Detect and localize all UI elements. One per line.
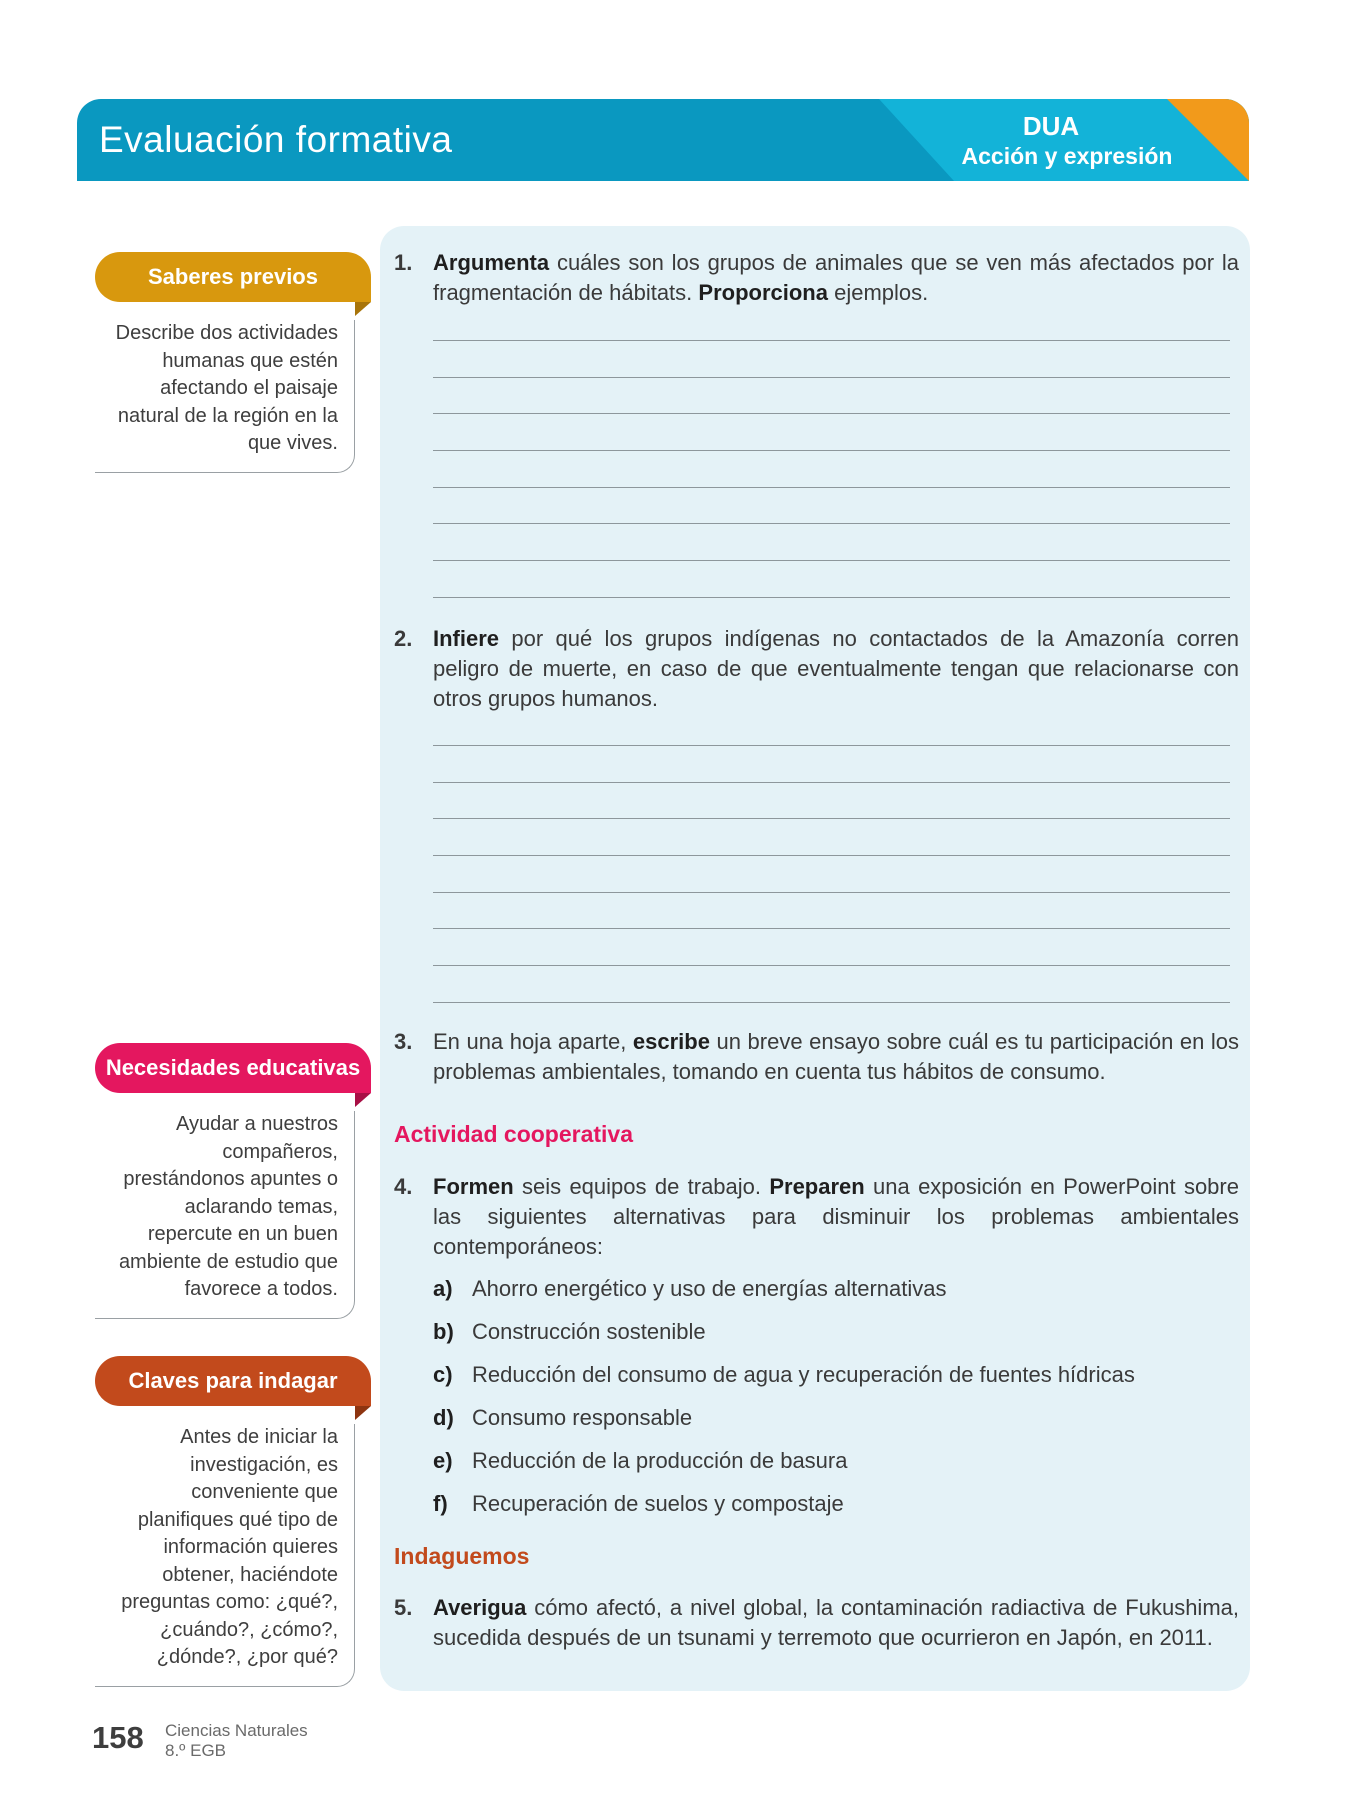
question-verb: Averigua	[433, 1595, 527, 1620]
question-body: una exposición en PowerPoint sobre las siguientes alternativas para disminuir los problemas ambientales contemporáneos:	[433, 1174, 1239, 1259]
option-c	[433, 1360, 1135, 1390]
text-line: afectando el paisaje	[160, 377, 338, 399]
answer-line[interactable]	[433, 745, 1230, 746]
answer-line[interactable]	[433, 523, 1230, 524]
option-e	[433, 1446, 847, 1476]
text-line: Antes de iniciar la	[180, 1426, 338, 1448]
answer-line[interactable]	[433, 965, 1230, 966]
question-1	[394, 248, 1239, 308]
text-line: Ayudar a nuestros	[176, 1113, 338, 1135]
answer-line[interactable]	[433, 928, 1230, 929]
question-body: por qué los grupos indígenas no contactados de la Amazonía corren peligro de muerte, en caso de que eventualmente tengan que relacionarse con otros grupos humanos.	[433, 626, 1239, 711]
text-line: información quieres	[163, 1536, 338, 1558]
question-text	[433, 624, 1239, 714]
option-d	[433, 1403, 692, 1433]
dua-label: DUA	[1022, 111, 1080, 141]
answer-line[interactable]	[433, 450, 1230, 451]
answer-line[interactable]	[433, 487, 1230, 488]
text-line: que vives.	[247, 432, 338, 454]
option-letter: c)	[433, 1362, 453, 1387]
option-b	[433, 1317, 706, 1347]
question-body: cuáles son los grupos de animales que se ven más afectados por la fragmentación de hábitats.	[433, 250, 1239, 305]
answer-line[interactable]	[433, 377, 1230, 378]
saberes-previos-tab: Saberes previos	[95, 252, 371, 302]
claves-para-indagar-tab: Claves para indagar	[95, 1356, 371, 1406]
question-verb: Infiere	[433, 626, 500, 651]
tab-fold	[355, 302, 371, 316]
question-verb: Argumenta	[433, 250, 550, 275]
grade-level: 8.º EGB	[165, 1741, 227, 1760]
question-text	[433, 1172, 1239, 1262]
claves-para-indagar-box	[95, 1356, 355, 1687]
text-line: humanas que estén	[162, 349, 338, 372]
section-indaguemos: Indaguemos	[394, 1543, 530, 1569]
text-line: preguntas como: ¿qué?,	[121, 1591, 338, 1613]
header-banner	[77, 99, 1249, 181]
option-letter: e)	[433, 1448, 453, 1473]
question-text	[433, 1593, 1239, 1653]
text-line: favorece a todos.	[184, 1278, 338, 1300]
necesidades-educativas-text	[95, 1111, 355, 1319]
question-verb: escribe	[632, 1029, 710, 1054]
text-line: planifiques qué tipo de	[137, 1508, 338, 1531]
tab-fold	[355, 1093, 371, 1107]
text-line: compañeros,	[222, 1140, 338, 1163]
answer-line[interactable]	[433, 892, 1230, 893]
answer-line[interactable]	[433, 818, 1230, 819]
option-text: Ahorro energético y uso de energías alternativas	[472, 1276, 947, 1301]
tab-fold	[355, 1406, 371, 1420]
question-body: ejemplos.	[827, 280, 929, 305]
answer-line[interactable]	[433, 597, 1230, 598]
question-3	[394, 1027, 1239, 1087]
question-number: 4.	[394, 1174, 413, 1199]
question-body: seis equipos de trabajo.	[513, 1174, 770, 1199]
question-body: En una hoja aparte,	[433, 1029, 633, 1054]
necesidades-educativas-box	[95, 1043, 361, 1319]
option-text: Recuperación de suelos y compostaje	[472, 1491, 844, 1516]
text-line: obtener, haciéndote	[162, 1563, 338, 1586]
option-letter: a)	[433, 1276, 453, 1301]
question-number: 5.	[394, 1595, 413, 1620]
text-line: repercute en un buen	[147, 1223, 338, 1245]
option-letter: b)	[433, 1319, 454, 1344]
question-text	[433, 248, 1239, 308]
option-f	[433, 1489, 844, 1519]
dua-subtitle: Acción y expresión	[961, 143, 1173, 169]
answer-line[interactable]	[433, 413, 1230, 414]
question-number: 2.	[394, 626, 413, 651]
question-2	[394, 624, 1239, 714]
question-text	[433, 1027, 1239, 1087]
text-line: ¿dónde?, ¿por qué?	[156, 1646, 338, 1668]
answer-line[interactable]	[433, 782, 1230, 783]
text-line: ¿cuándo?, ¿cómo?,	[160, 1618, 338, 1641]
answer-line[interactable]	[433, 340, 1230, 341]
page-title: Evaluación formativa	[99, 119, 453, 160]
section-actividad-cooperativa: Actividad cooperativa	[394, 1121, 634, 1147]
answer-lines-2[interactable]	[433, 745, 1230, 1039]
necesidades-educativas-tab: Necesidades educativas	[95, 1043, 371, 1093]
option-text: Construcción sostenible	[472, 1319, 706, 1344]
question-verb: Preparen	[769, 1174, 865, 1199]
question-number: 1.	[394, 250, 413, 275]
text-line: investigación, es	[190, 1453, 338, 1476]
question-number: 3.	[394, 1029, 413, 1054]
option-a	[433, 1274, 947, 1304]
text-line: aclarando temas,	[184, 1195, 338, 1218]
text-line: prestándonos apuntes o	[123, 1168, 338, 1190]
page-number: 158	[92, 1720, 144, 1755]
text-line: Describe dos actividades	[115, 322, 338, 344]
option-text: Consumo responsable	[472, 1405, 693, 1430]
question-verb: Formen	[433, 1174, 514, 1199]
question-verb: Proporciona	[698, 280, 828, 305]
option-letter: f)	[433, 1491, 448, 1516]
option-text: Reducción de la producción de basura	[472, 1448, 848, 1473]
text-line: ambiente de estudio que	[118, 1250, 338, 1273]
question-body: un breve ensayo sobre cuál es tu participación en los problemas ambientales, tomando en cuenta tus hábitos de consumo.	[433, 1029, 1239, 1084]
saberes-previos-box	[95, 252, 355, 473]
option-letter: d)	[433, 1405, 454, 1430]
answer-lines-1[interactable]	[433, 340, 1230, 634]
text-line: natural de la región en la	[117, 404, 338, 427]
saberes-previos-text	[95, 320, 355, 473]
question-body: cómo afectó, a nivel global, la contaminación radiactiva de Fukushima, sucedida después de un tsunami y terremoto que ocurrieron en Japón, en 2011.	[433, 1595, 1239, 1650]
option-text: Reducción del consumo de agua y recuperación de fuentes hídricas	[472, 1362, 1135, 1387]
answer-line[interactable]	[433, 560, 1230, 561]
question-4	[394, 1172, 1239, 1262]
answer-line[interactable]	[433, 855, 1230, 856]
claves-para-indagar-text	[95, 1424, 355, 1687]
footer-subject	[165, 1721, 308, 1761]
subject-name: Ciencias Naturales	[165, 1721, 308, 1740]
answer-line[interactable]	[433, 1002, 1230, 1003]
text-line: conveniente que	[191, 1481, 338, 1503]
question-5	[394, 1593, 1239, 1653]
